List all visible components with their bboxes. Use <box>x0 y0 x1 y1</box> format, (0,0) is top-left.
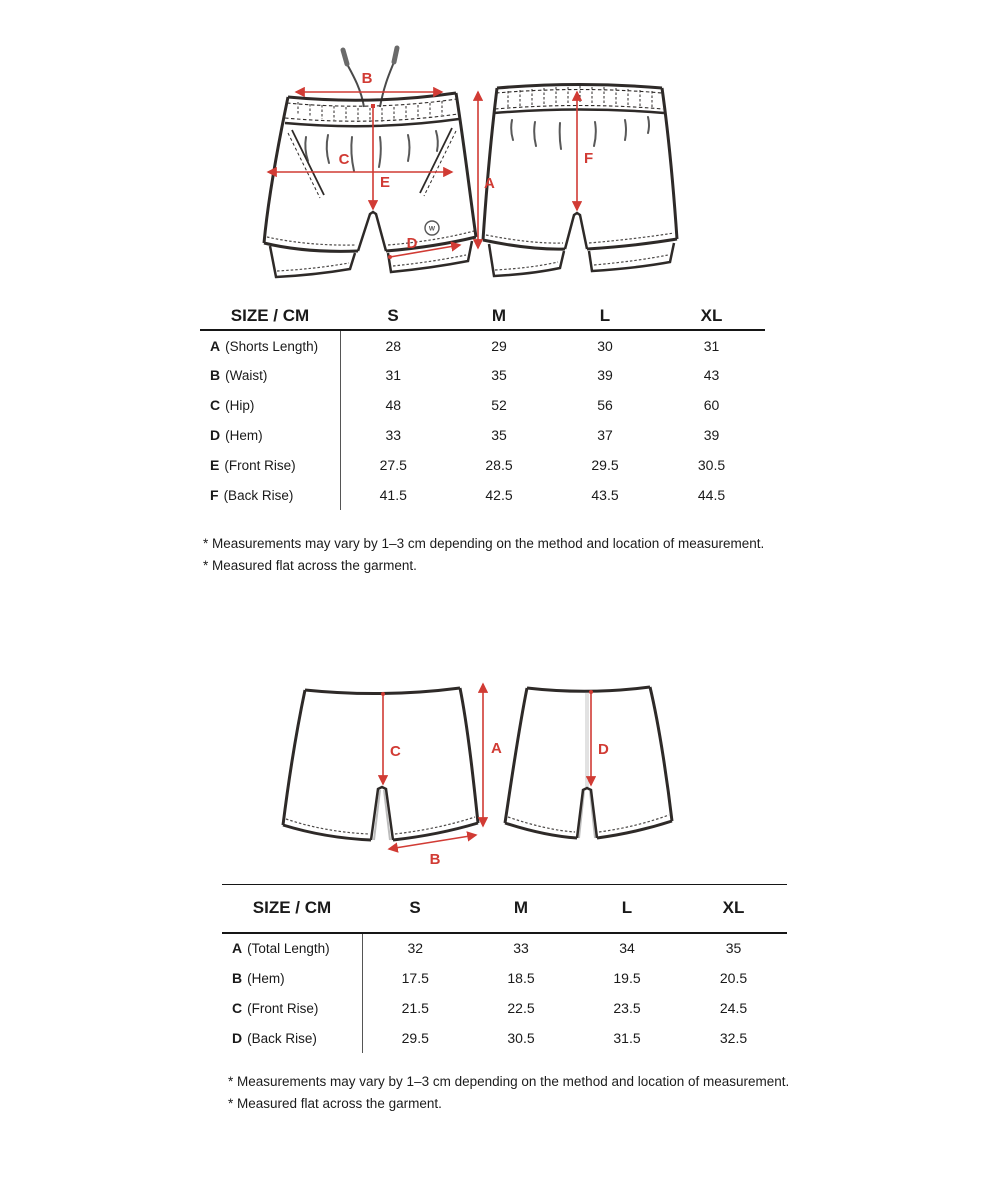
cell-value: 31 <box>703 337 720 354</box>
table-row <box>200 390 765 420</box>
footnote-line: * Measurements may vary by 1–3 cm depending on the method and location of measurement. <box>203 536 765 551</box>
outer-shorts-footnotes <box>203 533 764 576</box>
cell-value: 21.5 <box>401 999 429 1016</box>
measure-anchor-dot <box>371 104 375 108</box>
measurement-lines <box>383 684 591 849</box>
cell-value: 33 <box>513 940 529 956</box>
cell-value: 23.5 <box>613 999 641 1016</box>
measure-label-a: A <box>491 740 502 757</box>
inner-shorts-footnotes <box>228 1071 789 1114</box>
cell-value: 29.5 <box>401 1029 429 1046</box>
col-header-size-cm: SIZE / CM <box>222 885 362 933</box>
brand-logo-monogram: W <box>428 225 436 233</box>
cell-value: 39 <box>597 367 613 383</box>
cell-value: 48 <box>385 397 402 413</box>
col-header-xl: XL <box>680 885 787 933</box>
outer-shorts-sketch <box>240 25 700 295</box>
measure-anchor-dot <box>381 692 385 696</box>
row-label: D (Hem) <box>200 420 340 450</box>
cell-value: 39 <box>703 427 720 443</box>
drawstring-aglet-right <box>394 48 397 62</box>
col-header-m: M <box>446 302 552 330</box>
table-row <box>200 420 765 450</box>
cell-value: 56 <box>597 397 613 413</box>
cell-value: 17.5 <box>401 969 429 986</box>
cell-value: 19.5 <box>613 969 641 986</box>
footnote-line: * Measured flat across the garment. <box>203 557 417 573</box>
cell-value: 27.5 <box>379 457 407 473</box>
cell-value: 20.5 <box>719 969 748 986</box>
measure-label-f: F <box>584 150 594 167</box>
brand-logo <box>425 221 439 235</box>
row-label: C (Hip) <box>200 390 340 420</box>
col-header-m: M <box>468 885 574 933</box>
cell-value: 31 <box>385 367 402 383</box>
cell-value: 41.5 <box>379 487 407 503</box>
cell-value: 32.5 <box>719 1029 748 1046</box>
col-header-l: L <box>574 885 680 933</box>
col-header-l: L <box>552 302 658 330</box>
row-label: A (Total Length) <box>222 933 362 963</box>
cell-value: 37 <box>597 427 613 443</box>
cell-value: 35 <box>725 940 742 956</box>
table-row <box>200 360 765 390</box>
table-header-row <box>200 302 765 330</box>
cell-value: 35 <box>491 427 507 443</box>
footnote-line: * Measured flat across the garment. <box>228 1095 442 1111</box>
drawstring-aglet-left <box>343 50 347 64</box>
outer-shorts-size-table <box>200 302 765 510</box>
table-row <box>200 330 765 360</box>
cell-value: 35 <box>491 367 507 383</box>
row-label: E (Front Rise) <box>200 450 340 480</box>
table-row <box>222 963 787 993</box>
cell-value: 28.5 <box>485 457 513 473</box>
col-header-size-cm: SIZE / CM <box>200 302 340 330</box>
measure-line-b-hem <box>389 835 476 849</box>
cell-value: 30.5 <box>697 457 726 473</box>
measure-label-e: E <box>380 174 391 191</box>
cell-value: 33 <box>385 427 402 443</box>
measure-label-d: D <box>406 235 418 252</box>
measure-anchor-dot <box>388 255 392 259</box>
measure-label-a: A <box>484 175 495 192</box>
col-header-s: S <box>362 885 468 933</box>
table-row <box>222 993 787 1023</box>
row-label: D (Back Rise) <box>222 1023 362 1053</box>
footnote-line: * Measurements may vary by 1–3 cm depending on the method and location of measurement. <box>228 1074 790 1089</box>
row-label: C (Front Rise) <box>222 993 362 1023</box>
row-label: F (Back Rise) <box>200 480 340 510</box>
cell-value: 24.5 <box>719 999 748 1016</box>
row-label: B (Hem) <box>222 963 362 993</box>
cell-value: 42.5 <box>485 487 513 503</box>
table-header-row <box>222 885 787 933</box>
cell-value: 44.5 <box>697 487 726 503</box>
measure-label-c: C <box>390 743 401 760</box>
measure-label-c: C <box>338 151 350 168</box>
cell-value: 52 <box>491 397 507 413</box>
cell-value: 29.5 <box>591 457 619 473</box>
inner-shorts-size-table <box>222 884 787 1053</box>
inner-front-outline <box>283 688 478 840</box>
inner-shorts-diagram <box>270 663 710 873</box>
cell-value: 30 <box>597 337 613 354</box>
row-label: B (Waist) <box>200 360 340 390</box>
cell-value: 22.5 <box>507 999 535 1016</box>
cell-value: 29 <box>491 337 507 354</box>
measure-label-b: B <box>429 851 441 868</box>
cell-value: 30.5 <box>507 1029 535 1046</box>
cell-value: 32 <box>407 940 424 956</box>
table-row <box>222 933 787 963</box>
cell-value: 31.5 <box>613 1029 641 1046</box>
col-header-s: S <box>340 302 446 330</box>
row-label: A (Shorts Length) <box>200 330 340 360</box>
cell-value: 28 <box>385 337 402 354</box>
measure-label-b: B <box>361 70 373 87</box>
cell-value: 18.5 <box>507 969 535 986</box>
back-shorts-outline <box>483 85 677 277</box>
cell-value: 60 <box>703 397 720 413</box>
measure-label-d: D <box>598 741 609 758</box>
table-row <box>222 1023 787 1053</box>
table-row <box>200 450 765 480</box>
outer-shorts-diagram <box>240 25 700 295</box>
inner-shorts-sketch <box>270 663 710 873</box>
cell-value: 43 <box>703 367 720 383</box>
col-header-xl: XL <box>658 302 765 330</box>
cell-value: 34 <box>619 940 635 956</box>
table-row <box>200 480 765 510</box>
cell-value: 43.5 <box>591 487 619 503</box>
inner-back-outline <box>505 687 672 838</box>
measure-anchor-dot <box>589 690 593 694</box>
